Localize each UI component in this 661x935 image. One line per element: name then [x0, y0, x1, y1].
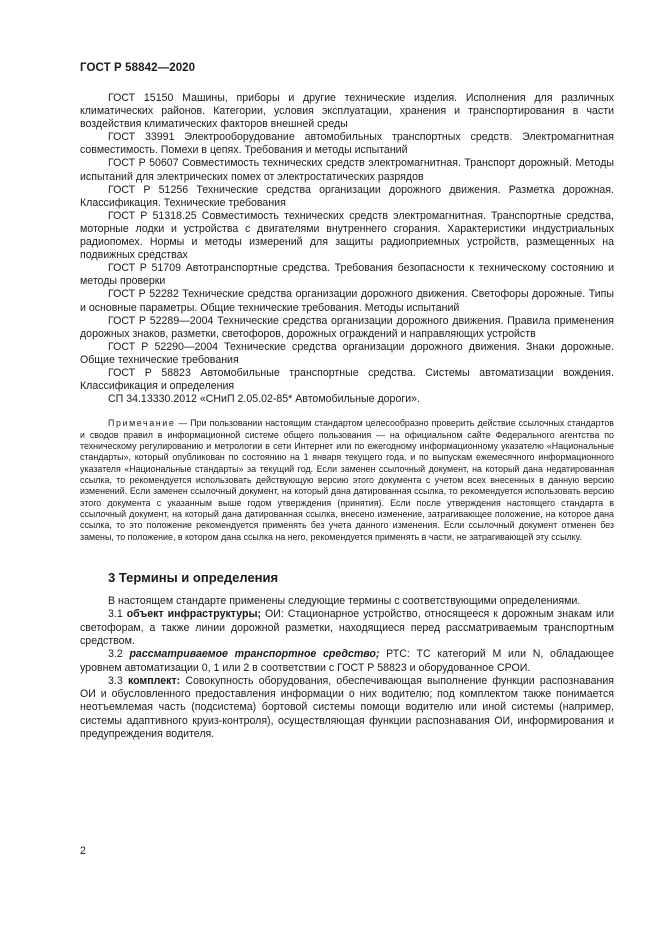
term-definition	[80, 608, 614, 648]
reference-item: ГОСТ Р 58823 Автомобильные транспортные средства. Системы автоматизации вождения. Классификация и определения	[80, 366, 614, 393]
reference-item: ГОСТ Р 52282 Технические средства организации дорожного движения. Светофоры дорожные. Типы и основные параметры. Общие технические требования. Методы испытаний	[80, 288, 614, 314]
terms-definitions	[80, 595, 614, 741]
reference-item: ГОСТ Р 52290—2004 Технические средства организации дорожного движения. Знаки дорожные. Общие технические требования	[80, 340, 614, 366]
term-number: 3.1	[108, 608, 127, 621]
term-definition	[80, 675, 614, 741]
reference-item: СП 34.13330.2012 «СНиП 2.05.02-85* Автомобильные дороги».	[108, 393, 420, 406]
term-number: 3.3	[108, 674, 128, 687]
reference-item: ГОСТ 33991 Электрооборудование автомобильных транспортных средств. Электромагнитная совместимость. Помехи в цепях. Требования и методы испытаний	[80, 131, 614, 157]
reference-item: ГОСТ Р 51256 Технические средства организации дорожного движения. Разметка дорожная. Классификация. Технические требования	[80, 183, 614, 209]
normative-references	[80, 92, 614, 406]
term-definition	[80, 648, 614, 675]
term-name: объект инфраструктуры;	[126, 608, 262, 621]
term-text: Совокупность оборудования, обеспечивающая выполнение функции распознавания ОИ и обусловленного предоставления информации о них водителю; под комплектом также понимается неотъемлемая часть (подсистема) бортовой системы помощи водителю или иной системы (например, системы адаптивного круиз-контроля), осуществляющая функции распознавания ОИ, информирования и предупреждения водителя.	[80, 674, 615, 740]
section-title: 3 Термины и определения	[108, 570, 279, 586]
reference-item: ГОСТ Р 50607 Совместимость технических средств электромагнитная. Транспорт дорожный. Методы испытаний для электрических помех от электростатических разрядов	[80, 157, 614, 183]
term-name: рассматриваемое транспортное средство;	[129, 648, 380, 661]
term-name: комплект:	[127, 674, 181, 687]
reference-item: ГОСТ Р 51709 Автотранспортные средства. Требования безопасности к техническому состоянию и методы проверки	[80, 262, 614, 288]
document-code: ГОСТ Р 58842—2020	[80, 62, 196, 74]
note-text: — При пользовании настоящим стандартом целесообразно проверить действие ссылочных стандартов и сводов правил в информационной системе общего пользования — на официальном сайте Федерального агентства по техническому регулированию и метрологии в сети Интернет или по ежегодному информационному указателю «Национальные стандарты», который опубликован по состоянию на 1 января текущего года, и по выпускам ежемесячного информационного указателя «Национальные стандарты» за текущий год. Если заменен ссылочный документ, на который дана недатированная ссылка, то рекомендуется использовать действующую версию этого документа с учетом всех внесенных в данную версию изменений. Если заменен ссылочный документ, на который дана датированная ссылка, то рекомендуется использовать версию этого документа с указанным выше годом утверждения (принятия). Если после утверждения настоящего стандарта в ссылочный документ, на который дана датированная ссылка, внесено изменение, затрагивающее положение, на которое дана ссылка, то это положение рекомендуется применять без учета данного изменения. Если ссылочный документ отменен без замены, то положение, в котором дана ссылка на него, рекомендуется применять в части, не затрагивающей эту ссылку.	[80, 418, 614, 542]
term-text: РТС: ТС категорий M или N, обладающее уровнем автоматизации 0, 1 или 2 в соответствии с ГОСТ Р 58823 и оборудованное СРОИ.	[80, 648, 615, 674]
term-number: 3.2	[108, 648, 130, 661]
term-text: ОИ: Стационарное устройство, относящееся к дорожным знакам или светофорам, а также линии дорожной разметки, находящиеся перед рассматриваемым транспортным средством.	[80, 608, 614, 647]
reference-item: ГОСТ Р 52289—2004 Технические средства организации дорожного движения. Правила применения дорожных знаков, разметки, светофоров, дорожных ограждений и направляющих устройств	[80, 314, 614, 340]
reference-item: ГОСТ 15150 Машины, приборы и другие технические изделия. Исполнения для различных климатических районов. Категории, условия эксплуатации, хранения и транспортирования в части воздействия климатических факторов внешней среды	[80, 92, 614, 131]
page-content	[80, 92, 614, 741]
section-intro: В настоящем стандарте применены следующие термины с соответствующими определениями.	[108, 595, 581, 608]
references-note	[80, 418, 614, 543]
reference-item: ГОСТ Р 51318.25 Совместимость технических средств электромагнитная. Транспортные средства, моторные лодки и устройства с двигателями внутреннего сгорания. Характеристики индустриальных радиопомех. Нормы и методы измерений для защиты радиоприемных устройств, размещенных на подвижных средствах	[80, 209, 614, 262]
note-label: Примечание	[108, 418, 176, 429]
page-number: 2	[80, 845, 86, 857]
